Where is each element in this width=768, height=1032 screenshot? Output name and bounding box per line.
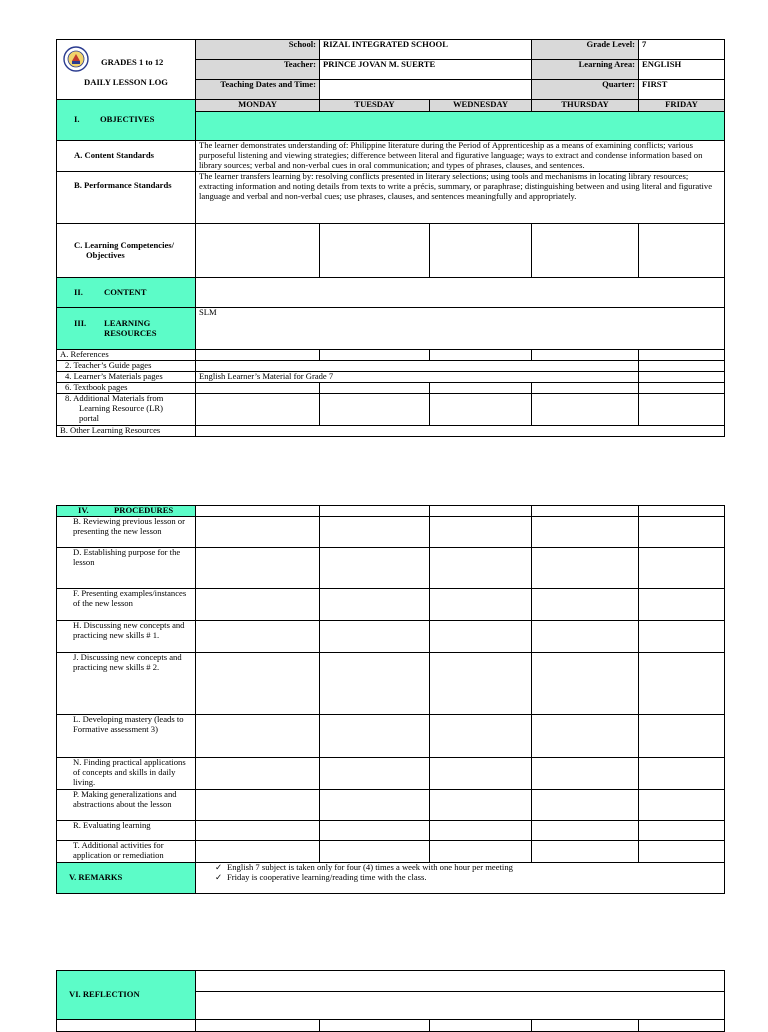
procedure-text: Developing mastery (leads to Formative assessment 3)	[73, 714, 184, 734]
other-resources-label: B. Other Learning Resources	[57, 425, 196, 436]
additional-line1: 8. Additional Materials from	[65, 393, 164, 403]
teacher-value: PRINCE JOVAN M. SUERTE	[320, 60, 532, 80]
competencies-wednesday	[430, 224, 532, 278]
procedure-label	[57, 589, 196, 621]
procedure-text: Reviewing previous lesson or presenting the new lesson	[73, 516, 185, 536]
procedure-row	[57, 790, 725, 821]
procedure-letter: F.	[73, 588, 80, 598]
procedure-row	[57, 548, 725, 589]
grade-level-label: Grade Level:	[532, 40, 639, 60]
quarter-label: Quarter:	[532, 80, 639, 100]
content-value	[196, 278, 725, 308]
remarks-heading: V. REMARKS	[57, 863, 196, 894]
competencies-tuesday	[320, 224, 430, 278]
lm-pages-value: English Learner’s Material for Grade 7	[196, 371, 639, 382]
objectives-title: OBJECTIVES	[100, 114, 155, 125]
competencies-label	[57, 224, 196, 278]
procedure-row	[57, 589, 725, 621]
additional-materials-label	[57, 393, 196, 425]
performance-standards-label: B. Performance Standards	[57, 172, 196, 224]
day-thursday: THURSDAY	[532, 100, 639, 112]
procedure-text: Making generalizations and abstractions about the lesson	[73, 789, 177, 809]
lesson-log-table-2	[56, 505, 725, 894]
learning-area-label: Learning Area:	[532, 60, 639, 80]
grade-level-value: 7	[639, 40, 725, 60]
other-resources-value	[196, 425, 725, 436]
resources-title-2: RESOURCES	[104, 327, 157, 338]
performance-standards-text: The learner transfers learning by: resolving conflicts presented in literary selections; using tools and mechanisms in locating library resources; extracting information and noting details from texts to write a précis, summary, or paraphrase; distinguishing between and using literal and figurative language and verbal and non-verbal cues; use phrases, clauses, and sentences meaningfully and appropriately.	[196, 172, 725, 224]
procedure-letter: R.	[73, 820, 81, 830]
procedure-row	[57, 653, 725, 715]
dates-label: Teaching Dates and Time:	[196, 80, 320, 100]
procedure-label	[57, 715, 196, 758]
objectives-green-band	[196, 112, 725, 141]
day-monday: MONDAY	[196, 100, 320, 112]
tg-pages-label: 2. Teacher’s Guide pages	[57, 360, 196, 371]
procedure-row	[57, 841, 725, 863]
procedure-text: Finding practical applications of concepts and skills in daily living.	[73, 757, 186, 787]
content-num: II.	[74, 286, 83, 297]
remarks-list	[199, 863, 721, 883]
procedure-letter: J.	[73, 652, 79, 662]
quarter-value: FIRST	[639, 80, 725, 100]
procedure-letter: P.	[73, 789, 79, 799]
procedure-label	[57, 790, 196, 821]
resources-num: III.	[74, 317, 87, 328]
objectives-num: I.	[74, 114, 80, 125]
procedure-text: Presenting examples/instances of the new lesson	[73, 588, 187, 608]
reflection-value-1	[196, 971, 725, 992]
procedures-num: IV.	[78, 505, 89, 515]
lm-pages-label: 4. Learner’s Materials pages	[57, 371, 196, 382]
procedures-heading	[57, 506, 196, 517]
procedure-letter: N.	[73, 757, 82, 767]
content-standards-label: A. Content Standards	[57, 141, 196, 172]
content-title: CONTENT	[104, 286, 147, 297]
resources-title-1: LEARNING	[104, 317, 151, 328]
procedure-row	[57, 758, 725, 790]
procedure-text: Additional activities for application or remediation	[73, 840, 164, 860]
procedure-row	[57, 821, 725, 841]
school-label: School:	[196, 40, 320, 60]
procedure-text: Discussing new concepts and practicing new skills # 2.	[73, 652, 182, 672]
procedure-text: Discussing new concepts and practicing new skills # 1.	[73, 620, 185, 640]
remarks-item: ✓ Friday is cooperative learning/reading time with the class.	[215, 873, 721, 883]
teacher-label: Teacher:	[196, 60, 320, 80]
lesson-log-table-3	[56, 970, 725, 1032]
content-heading	[57, 278, 196, 308]
header-title-line1: GRADES 1 to 12	[101, 57, 164, 67]
tg-pages-friday	[639, 360, 725, 371]
procedure-label	[57, 821, 196, 841]
procedures-title: PROCEDURES	[114, 505, 174, 515]
reflection-heading: VI. REFLECTION	[57, 971, 196, 1020]
learning-area-value: ENGLISH	[639, 60, 725, 80]
day-friday: FRIDAY	[639, 100, 725, 112]
procedure-text: Evaluating learning	[83, 820, 151, 830]
procedure-label	[57, 621, 196, 653]
lm-pages-friday	[639, 371, 725, 382]
procedure-letter: B.	[73, 516, 81, 526]
school-value: RIZAL INTEGRATED SCHOOL	[320, 40, 532, 60]
procedure-row	[57, 715, 725, 758]
procedure-letter: L.	[73, 714, 81, 724]
procedure-label	[57, 653, 196, 715]
procedure-row	[57, 621, 725, 653]
additional-line3: portal	[79, 412, 100, 423]
tg-pages-value	[196, 360, 639, 371]
procedure-label	[57, 548, 196, 589]
textbook-label: 6. Textbook pages	[57, 382, 196, 393]
resources-heading	[57, 308, 196, 350]
procedure-label	[57, 517, 196, 548]
references-label: A. References	[57, 350, 196, 361]
competencies-monday	[196, 224, 320, 278]
content-standards-text: The learner demonstrates understanding of: Philippine literature during the Period of Apprenticeship as a means of examining conflicts; various purposeful listening and viewing strategies; difference between literal and figurative language; ways to extract and condense information based on library sources; verbal and non-verbal cues in oral communication; and types of phrases, clauses, and sentences.	[196, 141, 725, 172]
competencies-thursday	[532, 224, 639, 278]
remarks-value	[196, 863, 725, 894]
procedure-letter: D.	[73, 547, 82, 557]
objectives-heading	[57, 100, 196, 141]
day-tuesday: TUESDAY	[320, 100, 430, 112]
reflection-value-2	[196, 992, 725, 1020]
competencies-label-line1: C. Learning Competencies/	[74, 239, 175, 250]
resources-value: SLM	[196, 308, 725, 350]
day-wednesday: WEDNESDAY	[430, 100, 532, 112]
procedure-text: Establishing purpose for the lesson	[73, 547, 181, 567]
procedure-letter: H.	[73, 620, 82, 630]
procedure-letter: T.	[73, 840, 80, 850]
remarks-item: ✓ English 7 subject is taken only for four (4) times a week with one hour per meeting	[215, 863, 721, 873]
lesson-log-table-1	[56, 39, 725, 437]
procedure-label	[57, 758, 196, 790]
additional-line2: Learning Resource (LR)	[79, 402, 163, 413]
dates-value	[320, 80, 532, 100]
deped-seal-icon	[63, 46, 89, 72]
header-title-line2: DAILY LESSON LOG	[84, 77, 168, 87]
competencies-friday	[639, 224, 725, 278]
header-title-cell	[57, 40, 196, 100]
procedure-label	[57, 841, 196, 863]
procedure-row	[57, 517, 725, 548]
competencies-label-line2: Objectives	[86, 249, 125, 260]
